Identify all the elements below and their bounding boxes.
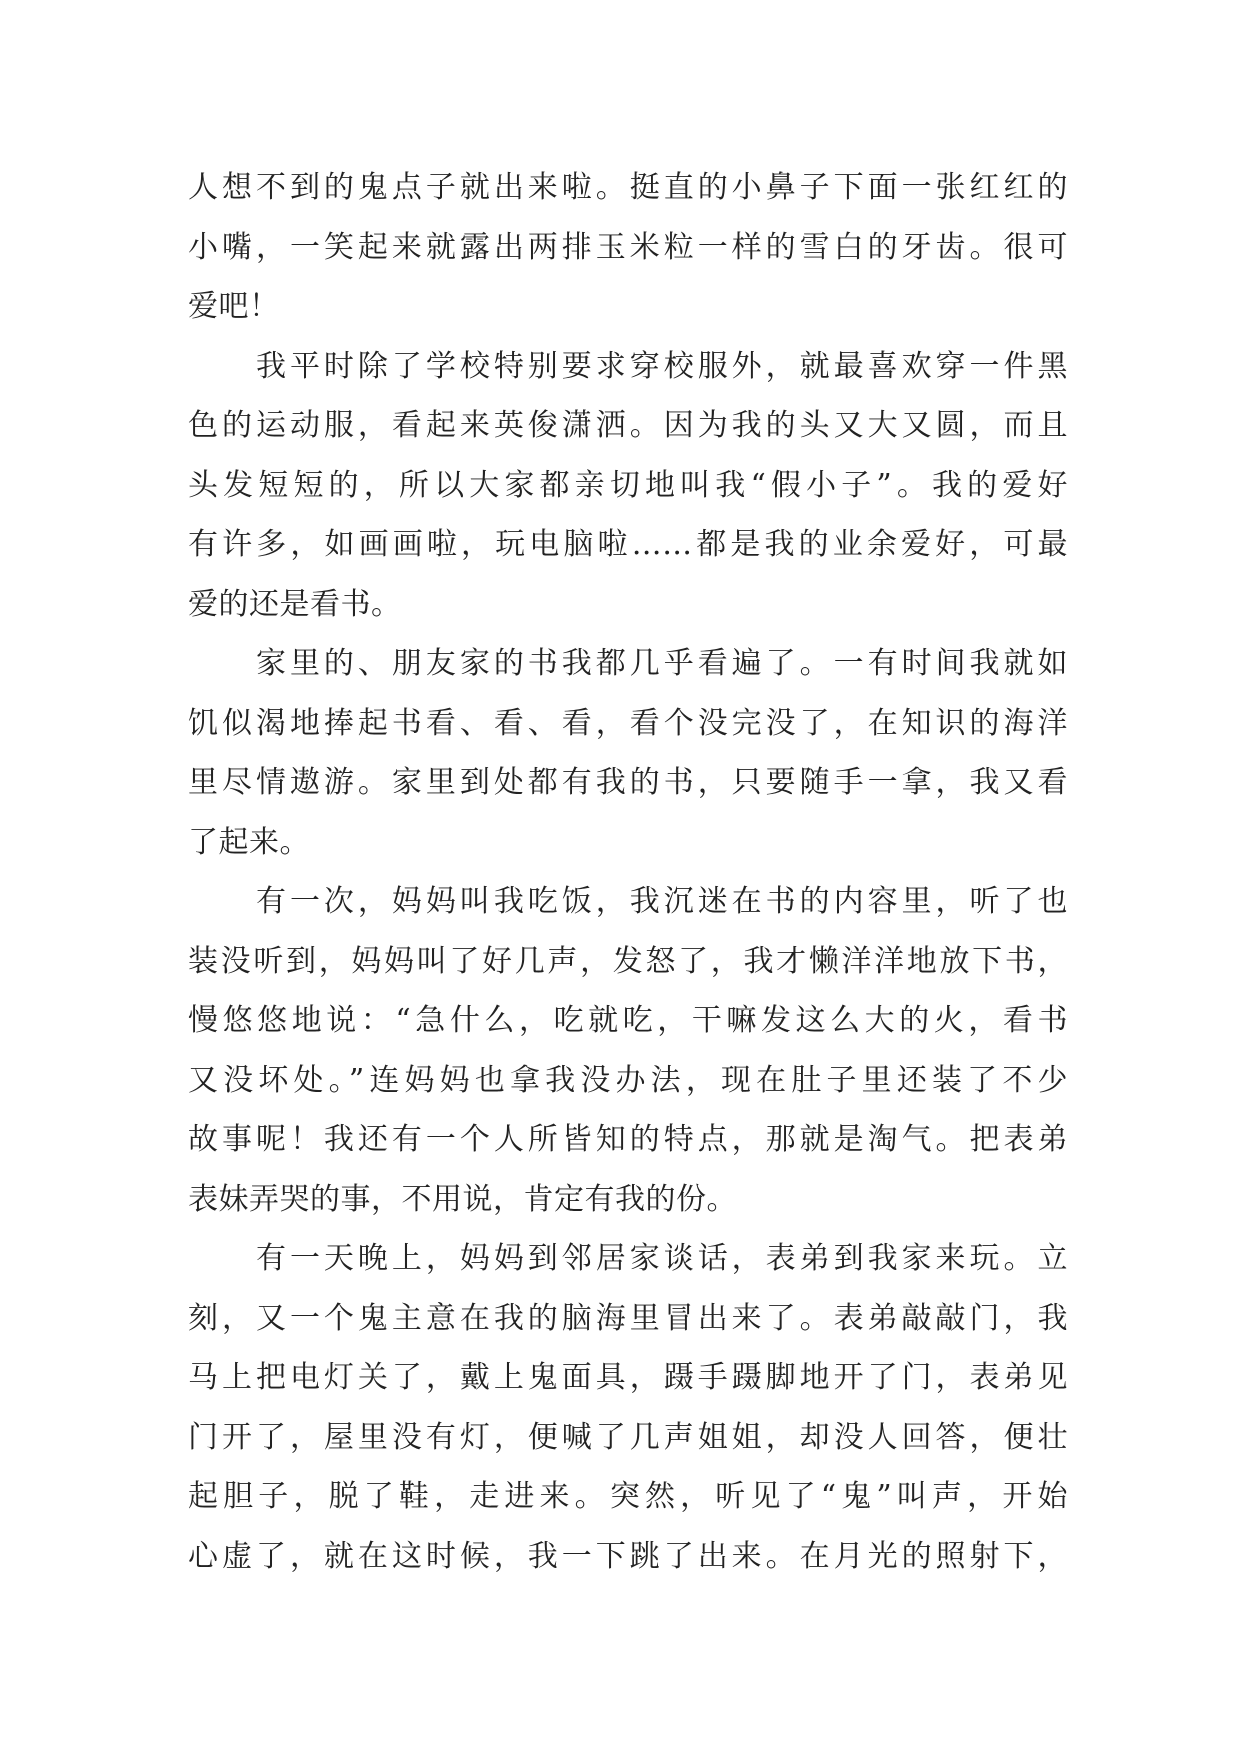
text-line: 有一天晚上，妈妈到邻居家谈话，表弟到我家来玩。立 — [188, 1241, 1068, 1276]
text-line: 装没听到，妈妈叫了好几声，发怒了，我才懒洋洋地放下书， — [188, 943, 1068, 979]
text-line: 我平时除了学校特别要求穿校服外，就最喜欢穿一件黑 — [188, 348, 1068, 384]
text-line: 表妹弄哭的事，不用说，肯定有我的份。 — [188, 1181, 737, 1217]
text-line: 有一次，妈妈叫我吃饭，我沉迷在书的内容里，听了也 — [188, 884, 1068, 919]
text-line: 爱的还是看书。 — [188, 586, 402, 622]
text-line: 心虚了，就在这时候，我一下跳了出来。在月光的照射下， — [188, 1538, 1068, 1574]
text-line: 头发短短的，所以大家都亲切地叫我“假小子”。我的爱好 — [188, 467, 1068, 503]
text-line: 故事呢！我还有一个人所皆知的特点，那就是淘气。把表弟 — [188, 1122, 1068, 1157]
text-line: 门开了，屋里没有灯，便喊了几声姐姐，却没人回答，便壮 — [188, 1419, 1068, 1455]
text-line: 色的运动服，看起来英俊潇洒。因为我的头又大又圆，而且 — [188, 408, 1068, 443]
text-line: 起胆子，脱了鞋，走进来。突然，听见了“鬼”叫声，开始 — [188, 1479, 1068, 1514]
text-line: 家里的、朋友家的书我都几乎看遍了。一有时间我就如 — [188, 646, 1068, 681]
text-line: 小嘴，一笑起来就露出两排玉米粒一样的雪白的牙齿。很可 — [188, 229, 1068, 265]
text-line: 又没坏处。”连妈妈也拿我没办法，现在肚子里还装了不少 — [188, 1062, 1068, 1098]
text-line: 马上把电灯关了，戴上鬼面具，蹑手蹑脚地开了门，表弟见 — [188, 1360, 1068, 1395]
text-line: 了起来。 — [188, 824, 310, 860]
text-line: 饥似渴地捧起书看、看、看，看个没完没了，在知识的海洋 — [188, 705, 1068, 741]
text-line: 有许多，如画画啦，玩电脑啦……都是我的业余爱好，可最 — [188, 527, 1068, 562]
document-body — [188, 158, 1068, 1586]
text-line: 刻，又一个鬼主意在我的脑海里冒出来了。表弟敲敲门，我 — [188, 1300, 1068, 1336]
text-line: 爱吧！ — [188, 289, 280, 324]
text-line: 人想不到的鬼点子就出来啦。挺直的小鼻子下面一张红红的 — [188, 170, 1068, 205]
text-line: 慢悠悠地说：“急什么，吃就吃，干嘛发这么大的火，看书 — [188, 1003, 1068, 1038]
text-line: 里尽情遨游。家里到处都有我的书，只要随手一拿，我又看 — [188, 765, 1068, 800]
